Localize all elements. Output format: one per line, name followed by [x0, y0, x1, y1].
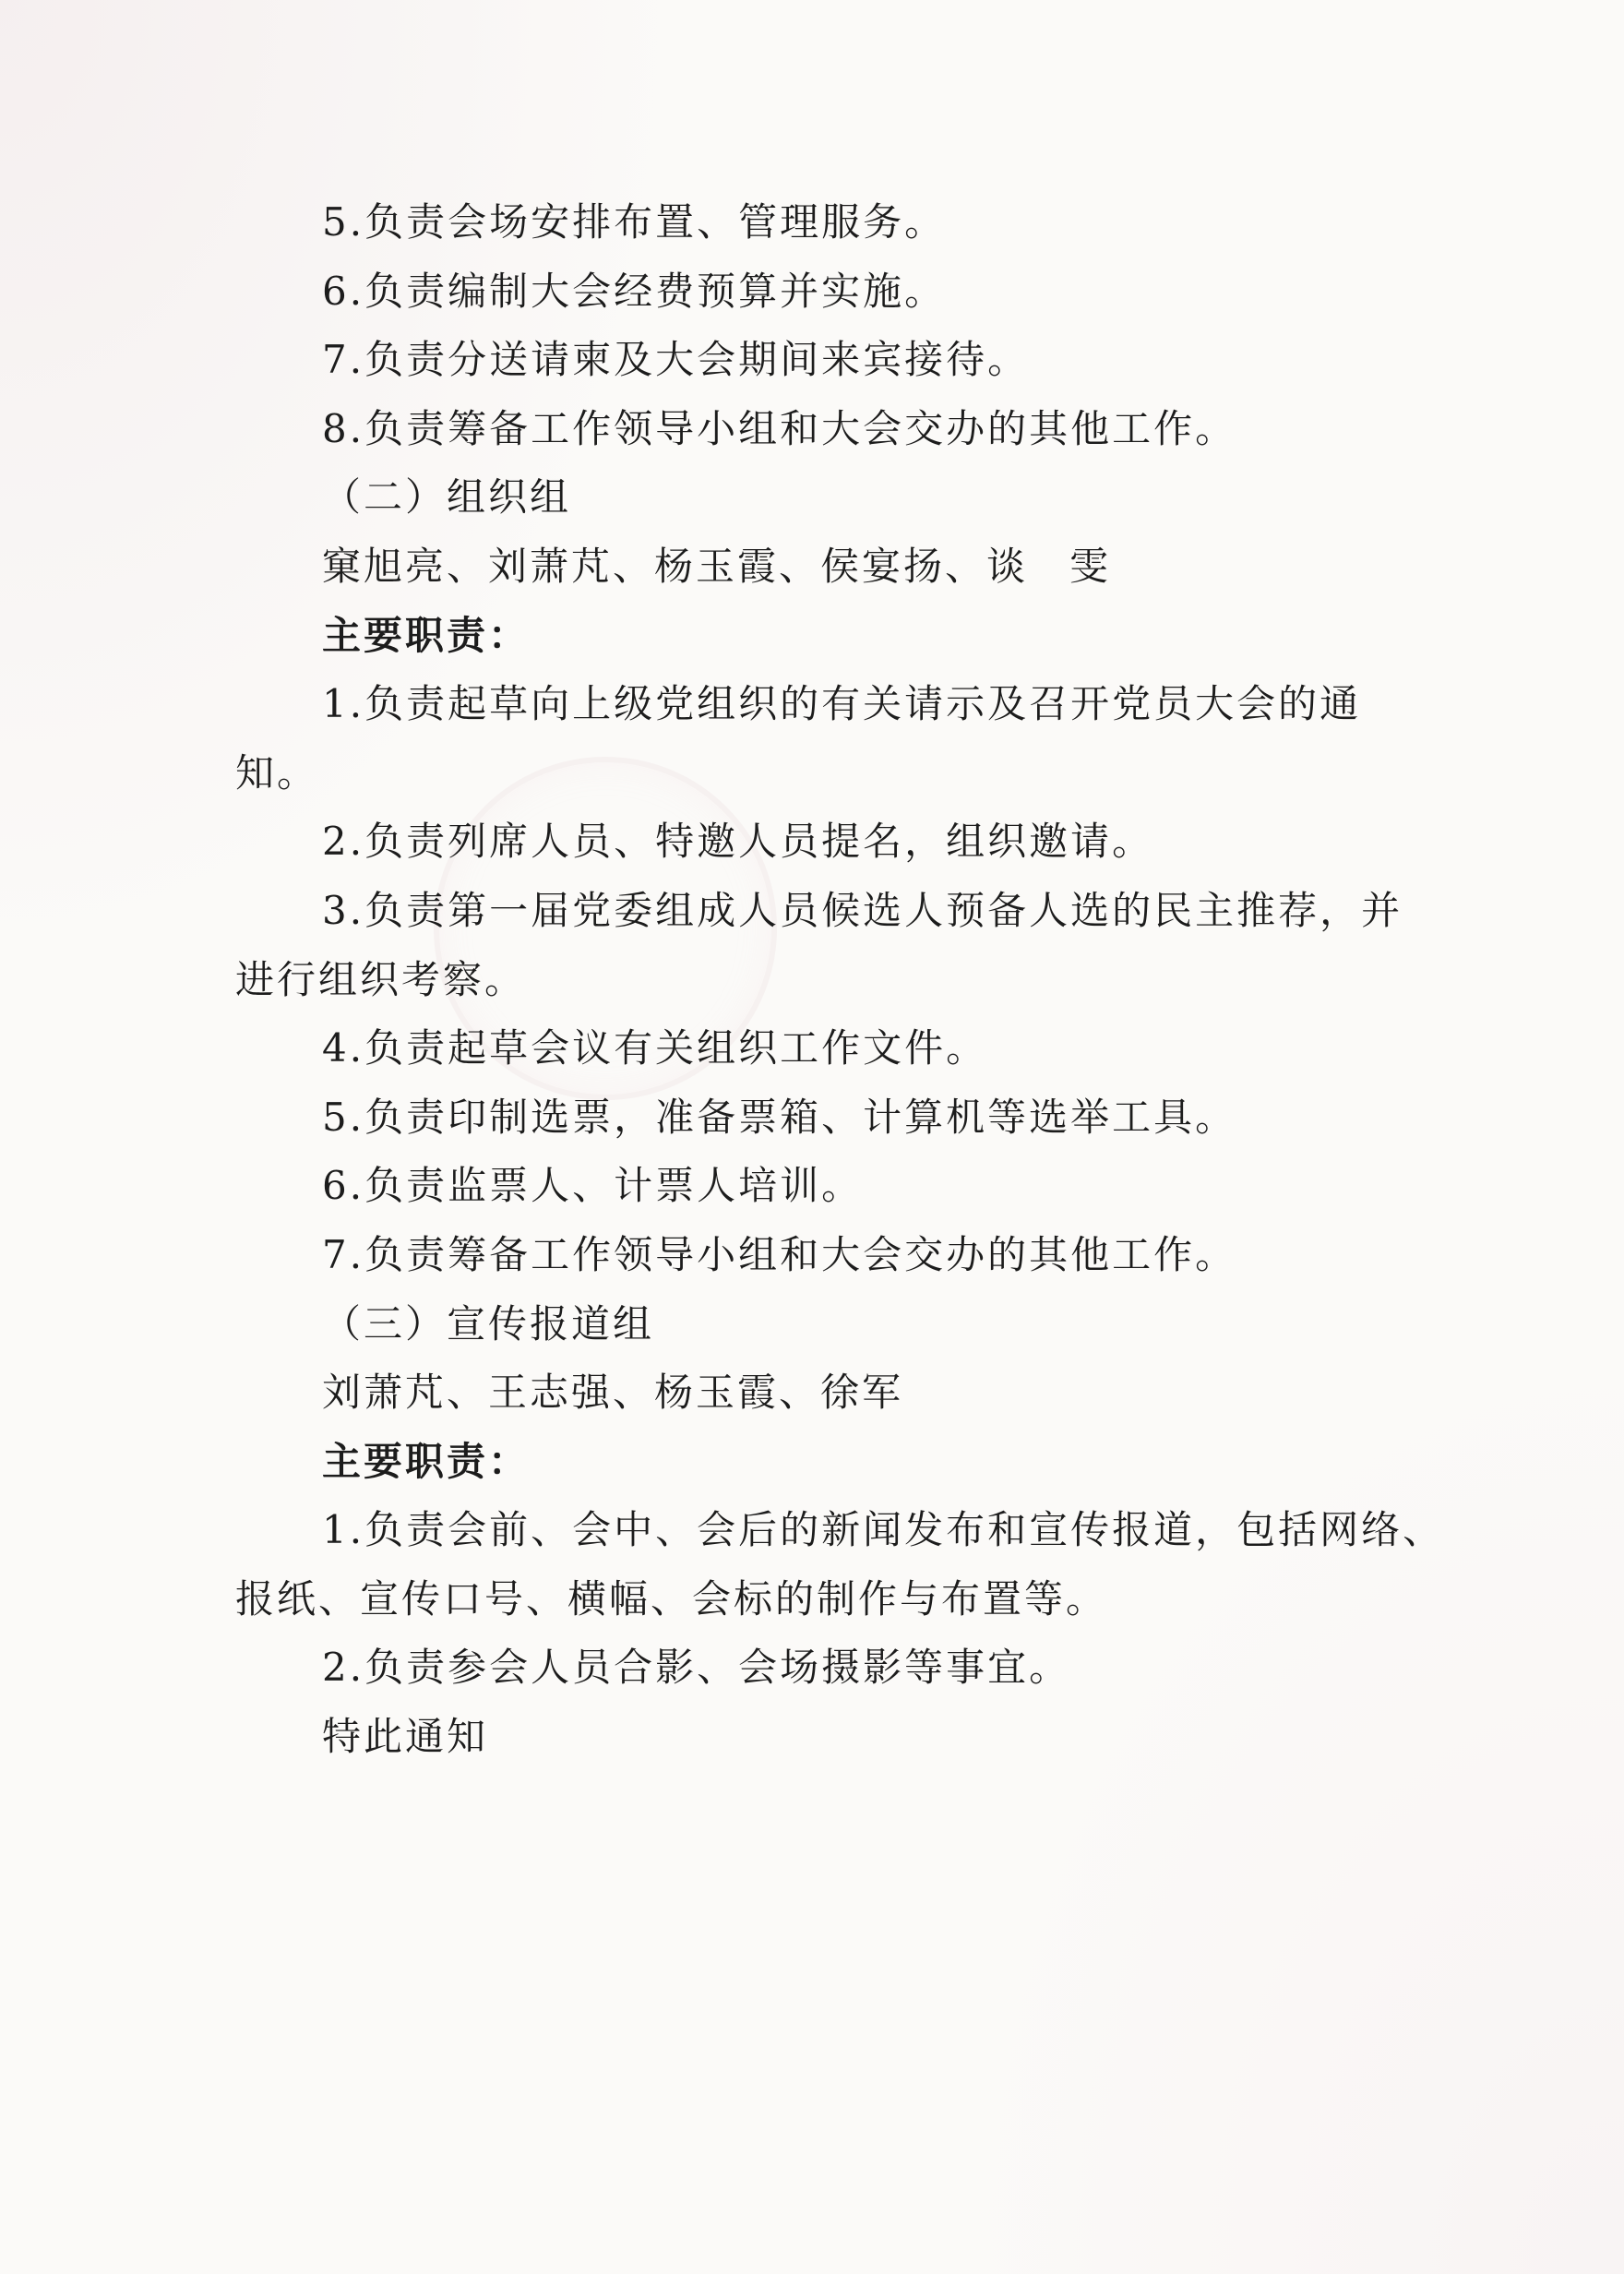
org-duty-3-line-2: 进行组织考察。: [235, 956, 527, 1002]
closing-notice: 特此通知: [322, 1714, 489, 1760]
main-duties-heading: 主要职责：: [322, 1438, 531, 1484]
organization-group-members: 窠旭亮、刘萧芃、杨玉霞、侯宴扬、谈 雯: [322, 543, 1112, 589]
org-duty-5: 5.负责印制选票，准备票箱、计算机等选举工具。: [322, 1094, 1237, 1140]
main-duties-heading: 主要职责：: [322, 612, 531, 658]
document-body: [235, 188, 1453, 1772]
org-duty-1-line-1: 1.负责起草向上级党组织的有关请示及召开党员大会的通: [322, 681, 1362, 727]
duty-item-5-venue: 5.负责会场安排布置、管理服务。: [322, 199, 947, 245]
org-duty-3-line-1: 3.负责第一届党委组成人员候选人预备人选的民主推荐，并: [322, 887, 1403, 933]
pub-duty-1-line-2: 报纸、宣传口号、横幅、会标的制作与布置等。: [235, 1575, 1108, 1622]
duty-item-8-other-work: 8.负责筹备工作领导小组和大会交办的其他工作。: [322, 405, 1237, 451]
org-duty-4: 4.负责起草会议有关组织工作文件。: [322, 1025, 988, 1071]
section-heading-publicity-group: （三）宣传报道组: [322, 1300, 655, 1346]
publicity-group-members: 刘萧芃、王志强、杨玉霞、徐军: [322, 1370, 904, 1416]
pub-duty-2: 2.负责参会人员合影、会场摄影等事宜。: [322, 1645, 1071, 1691]
org-duty-1-line-2: 知。: [235, 749, 319, 796]
duty-item-6-budget: 6.负责编制大会经费预算并实施。: [322, 268, 947, 314]
org-duty-6: 6.负责监票人、计票人培训。: [322, 1163, 864, 1209]
org-duty-7: 7.负责筹备工作领导小组和大会交办的其他工作。: [322, 1231, 1237, 1277]
org-duty-2: 2.负责列席人员、特邀人员提名，组织邀请。: [322, 819, 1154, 865]
pub-duty-1-line-1: 1.负责会前、会中、会后的新闻发布和宣传报道，包括网络、: [322, 1507, 1445, 1553]
section-heading-organization-group: （二）组织组: [322, 474, 572, 521]
duty-item-7-invitations: 7.负责分送请柬及大会期间来宾接待。: [322, 337, 1030, 383]
